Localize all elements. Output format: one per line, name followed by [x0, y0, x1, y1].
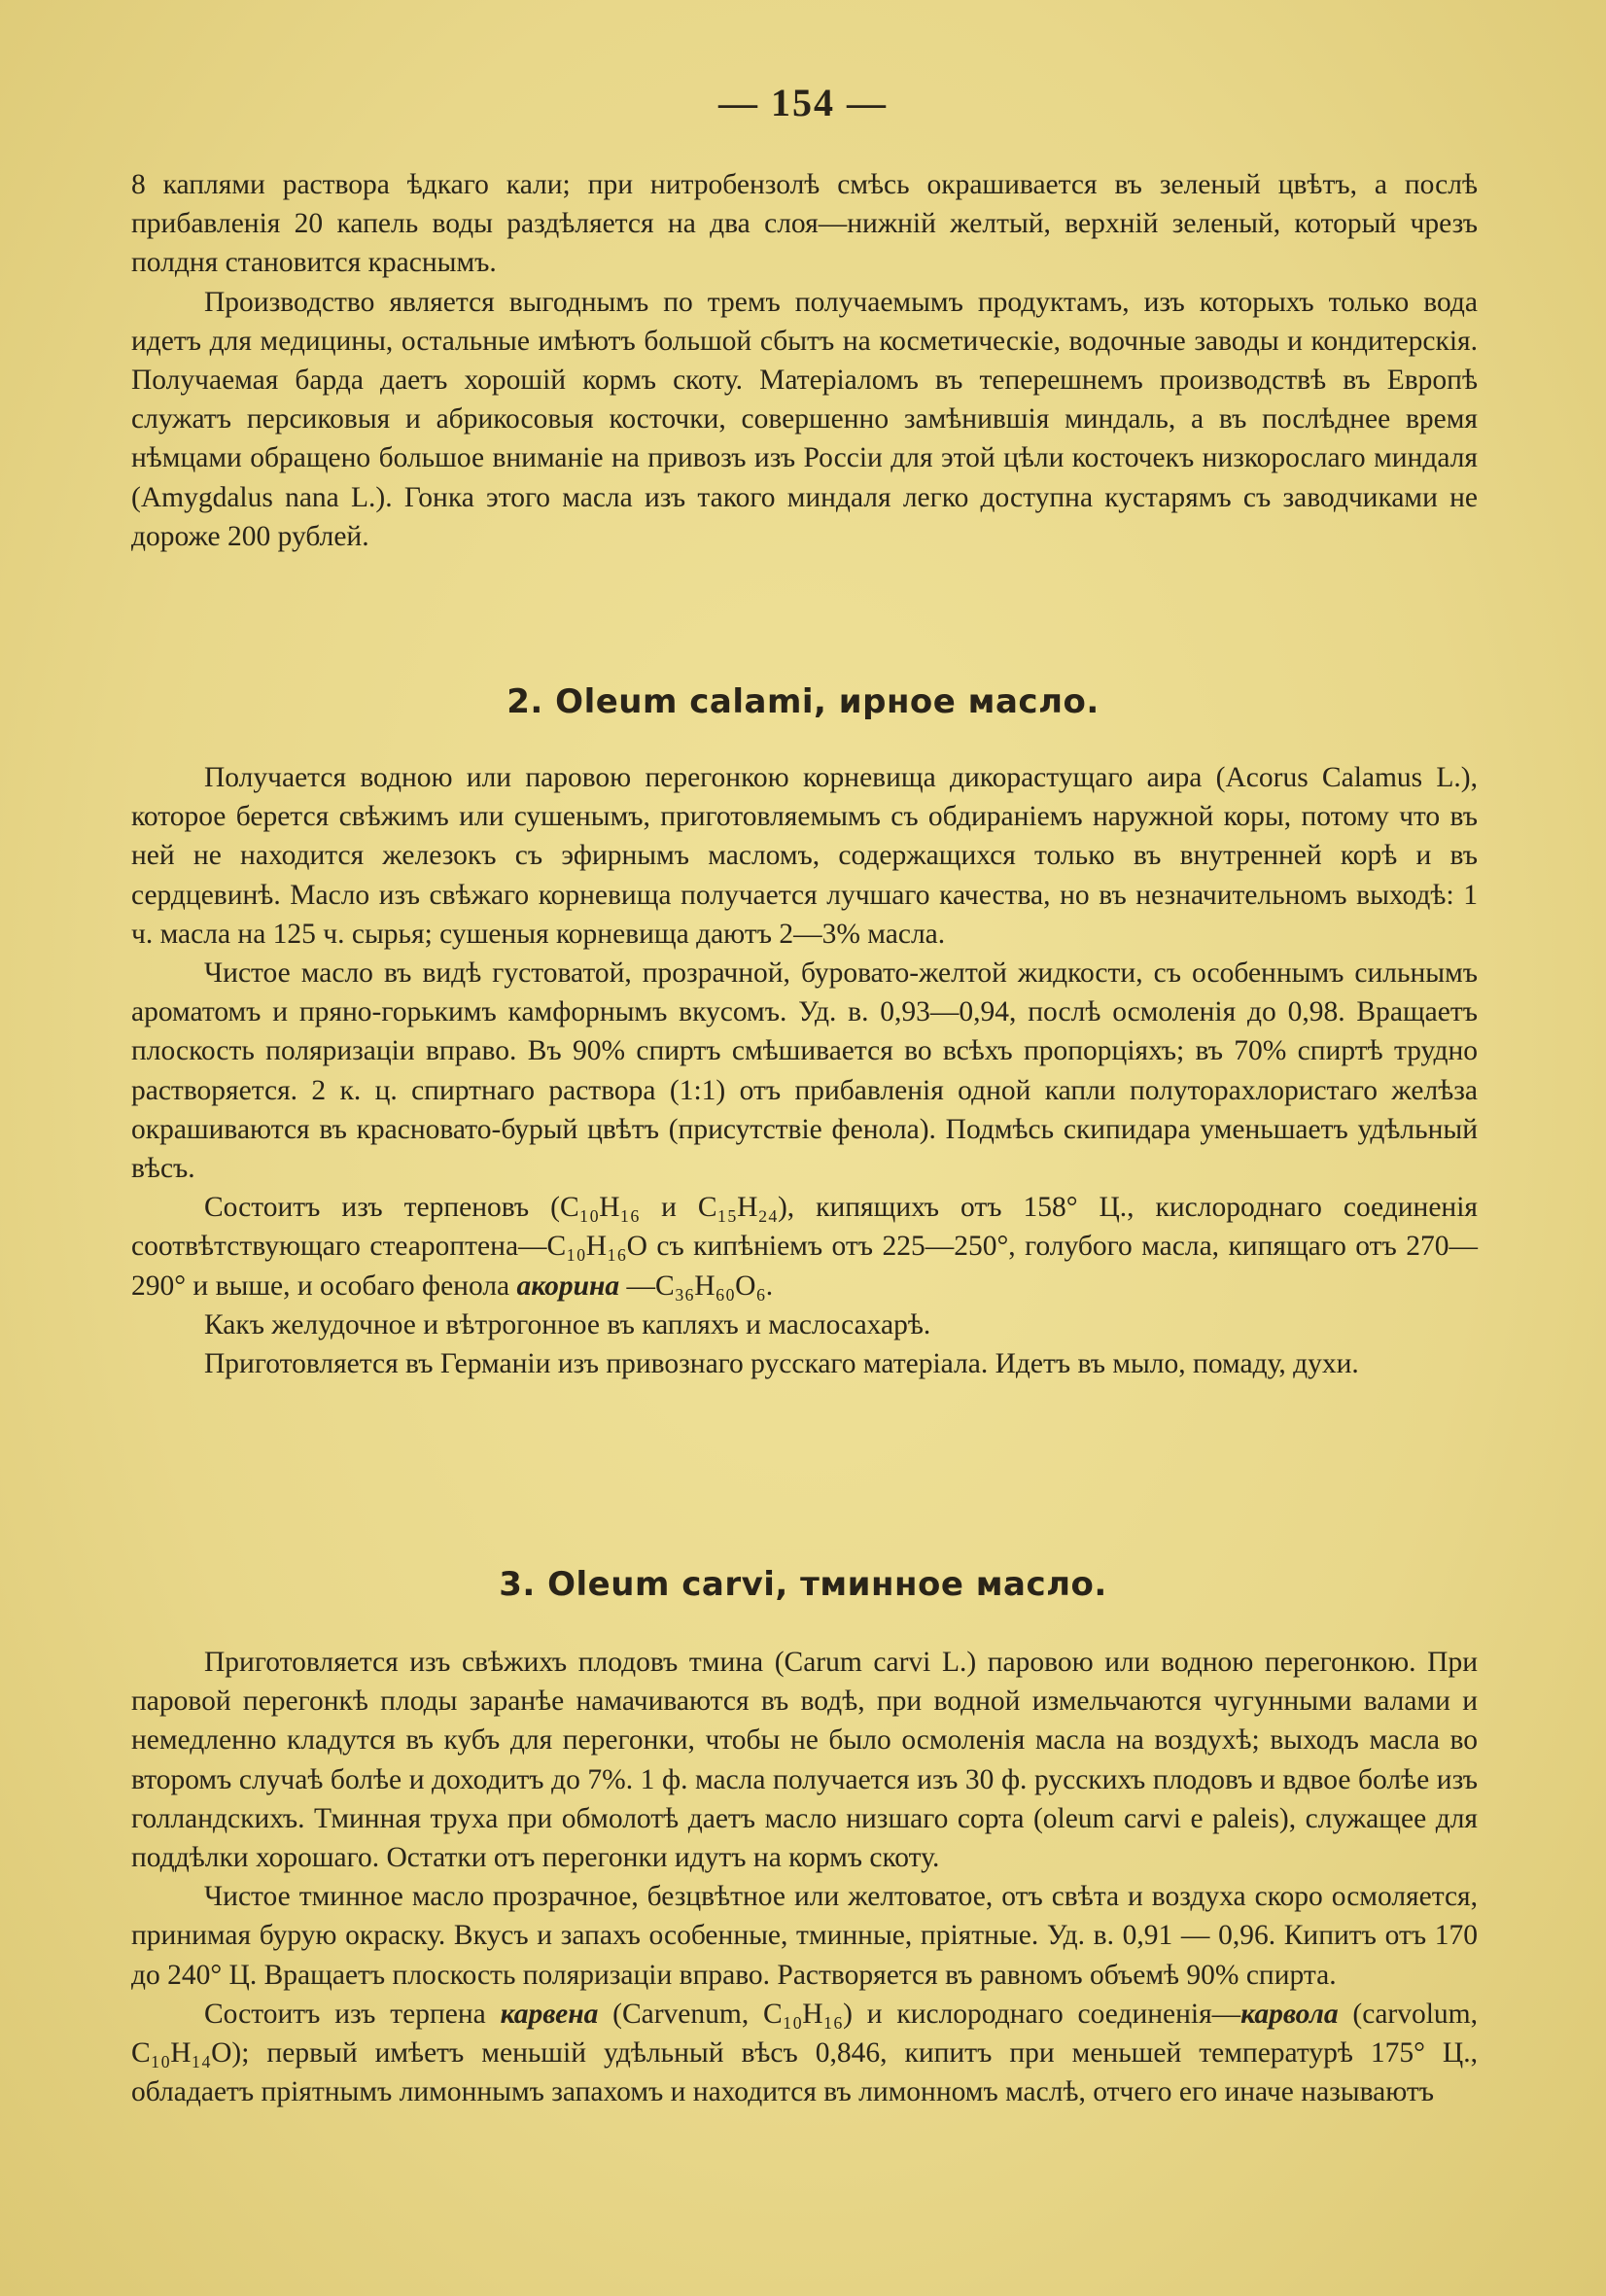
italic-term: карвола — [1240, 1998, 1339, 2030]
text-run: (carvolum, C₁₀H₁₄O); первый имѣетъ меньшій удѣльный вѣсъ 0,846, кипитъ при меньшей температурѣ 175° Ц., обладаетъ пріятнымъ лимоннымъ запахомъ и находится въ лимонномъ маслѣ, отчего его иначе называютъ — [131, 1998, 1479, 2108]
paragraph: Приготовляется изъ свѣжихъ плодовъ тмина (Carum carvi L.) паровою или водною перегонкою. При паровой перегонкѣ плоды заранѣе намачиваются въ водѣ, при водной измельчаются чугунными валами и немедленно кладутся въ кубъ для перегонки, чтобы не было осмоленія масла на воздухѣ; выходъ масла во второмъ случаѣ болѣе и доходитъ до 7%. 1 ф. масла получается изъ 30 ф. русскихъ плодовъ и вдвое болѣе изъ голландскихъ. Тминная труха при обмолотѣ даетъ масло низшаго сорта (oleum carvi e paleis), служащее для поддѣлки хорошаго. Остатки отъ перегонки идутъ на кормъ скоту. — [131, 1647, 1478, 1874]
text-run: Состоитъ изъ терпеновъ (C₁₀H₁₆ и C₁₅H₂₄), кипящихъ отъ 158° Ц., кислороднаго соединенія соотвѣтствующаго стеароптена—C₁₀H₁₆O съ кипѣніемъ отъ 225—250°, голубого масла, кипящаго отъ 270—290° и выше, и особаго фенола — [131, 1192, 1478, 1302]
italic-term: акорина — [516, 1270, 620, 1302]
section-continuation — [131, 165, 1478, 556]
paragraph — [131, 1188, 1478, 1305]
italic-term: карвена — [500, 1998, 599, 2030]
text-run: (Carvenum, C₁₀H₁₆) и кислороднаго соединенія— — [612, 1998, 1241, 2030]
section-heading-carvi — [0, 1565, 1606, 1604]
heading-text: 2. Oleum calami, ирное масло. — [506, 682, 1100, 721]
paragraph: Чистое тминное масло прозрачное, безцвѣтное или желтоватое, отъ свѣта и воздуха скоро осмоляется, принимая бурую окраску. Вкусъ и запахъ особенные, тминные, пріятные. Уд. в. 0,91 — 0,96. Кипитъ отъ 170 до 240° Ц. Вращаетъ плоскость поляризаціи вправо. Растворяется въ равномъ объемѣ 90% спирта. — [131, 1881, 1478, 1991]
paragraph: Получается водною или паровою перегонкою корневища дикорастущаго аира (Acorus Calamus L.), которое берется свѣжимъ или сушенымъ, приготовляемымъ съ обдираніемъ наружной коры, потому что въ ней не находится железокъ съ эфирнымъ масломъ, содержащихся только въ внутренней корѣ и въ сердцевинѣ. Масло изъ свѣжаго корневища получается лучшаго качества, но въ незначительномъ выходѣ: 1 ч. масла на 125 ч. сырья; сушеныя корневища даютъ 2—3% масла. — [131, 762, 1478, 950]
paragraph: Приготовляется въ Германіи изъ привознаго русскаго матеріала. Идетъ въ мыло, помаду, духи. — [204, 1348, 1359, 1380]
heading-text: 3. Oleum carvi, тминное масло. — [499, 1565, 1107, 1604]
paragraph: 8 каплями раствора ѣдкаго кали; при нитробензолѣ смѣсь окрашивается въ зеленый цвѣтъ, а послѣ прибавленія 20 капель воды раздѣляется на два слоя—нижній желтый, верхній зеленый, который чрезъ полдня становится краснымъ. — [131, 169, 1478, 279]
paragraph: Какъ желудочное и вѣтрогонное въ капляхъ и маслосахарѣ. — [204, 1308, 931, 1340]
text-run: —C₃₆H₆₀O₆. — [626, 1270, 774, 1302]
section-calami — [131, 758, 1478, 1383]
section-carvi — [131, 1643, 1478, 2111]
paragraph — [131, 1995, 1478, 2112]
paragraph: Производство является выгоднымъ по тремъ получаемымъ продуктамъ, изъ которыхъ только вода идетъ для медицины, остальные имѣютъ большой сбытъ на косметическіе, водочные заводы и кондитерскія. Получаемая барда даетъ хорошій кормъ скоту. Матеріаломъ въ теперешнемъ производствѣ въ Европѣ служатъ персиковыя и абрикосовыя косточки, совершенно замѣнившія миндаль, а въ послѣднее время нѣмцами обращено большое вниманіе на привозъ изъ Россіи для этой цѣли косточекъ низкорослаго миндаля (Amygdalus nana L.). Гонка этого масла изъ такого миндаля легко доступна кустарямъ съ заводчиками не дороже 200 рублей. — [131, 286, 1478, 552]
paragraph: Чистое масло въ видѣ густоватой, прозрачной, буровато-желтой жидкости, съ особеннымъ сильнымъ ароматомъ и пряно-горькимъ камфорнымъ вкусомъ. Уд. в. 0,93—0,94, послѣ осмоленія до 0,98. Вращаетъ плоскость поляризаціи вправо. Въ 90% спиртъ смѣшивается во всѣхъ пропорціяхъ; въ 70% спиртѣ трудно растворяется. 2 к. ц. спиртнаго раствора (1:1) отъ прибавленія одной капли полуторахлористаго желѣза окрашиваются въ красновато-бурый цвѣтъ (присутствіе фенола). Подмѣсь скипидара уменьшаетъ удѣльный вѣсъ. — [131, 957, 1478, 1185]
text-run: Состоитъ изъ терпена — [204, 1998, 486, 2030]
page-number: — 154 — — [718, 81, 888, 124]
section-heading-calami — [0, 682, 1606, 721]
